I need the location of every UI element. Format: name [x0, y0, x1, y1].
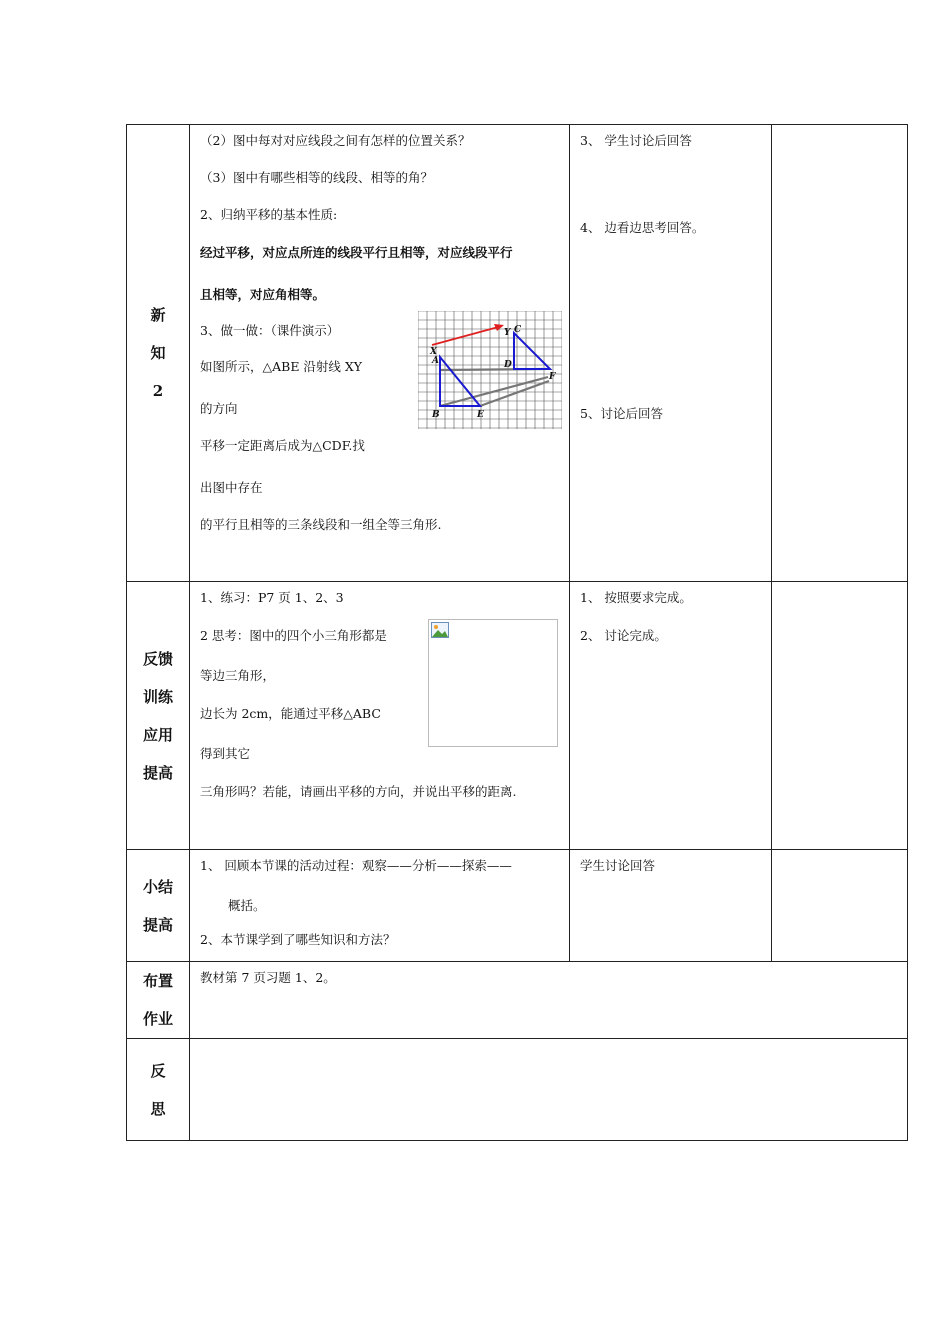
content-cell-new-knowledge — [190, 125, 570, 582]
row-label-summary — [127, 850, 190, 962]
student-activity: 1、 按照要求完成。 — [580, 590, 692, 605]
property-text-2: 且相等，对应角相等。 — [200, 287, 326, 302]
content-cell-reflection — [190, 1039, 908, 1141]
activity-text-1: 如图所示，△ABE 沿射线 XY — [200, 359, 363, 374]
point-label-a: A — [432, 356, 439, 366]
point-label-b: B — [432, 410, 440, 420]
property-heading: 2、归纳平移的基本性质: — [200, 207, 338, 222]
point-label-c: C — [514, 325, 522, 335]
row-feedback — [127, 582, 908, 850]
row-new-knowledge — [127, 125, 908, 582]
activity-text-5: 的平行且相等的三条线段和一组全等三角形. — [200, 517, 442, 532]
summary-text-2: 概括。 — [228, 898, 266, 913]
student-activity: 学生讨论回答 — [580, 858, 656, 873]
summary-text-3: 2、本节课学到了哪些知识和方法？ — [200, 932, 396, 947]
point-label-e: E — [477, 410, 484, 420]
exercise-text: 1、练习：P7 页 1、2、3 — [200, 590, 344, 605]
broken-image-icon — [431, 622, 449, 638]
notes-cell — [772, 125, 908, 582]
label-char: 新 — [150, 306, 166, 324]
point-label-x: X — [430, 347, 437, 357]
activity-text-2: 的方向 — [200, 401, 238, 416]
label-char: 反 — [150, 1061, 166, 1080]
label-char: 提高 — [142, 763, 173, 782]
think-text-2: 等边三角形， — [200, 668, 276, 683]
lesson-plan-table — [126, 124, 908, 1141]
homework-text: 教材第 7 页习题 1、2。 — [200, 970, 336, 985]
point-label-f: F — [549, 372, 556, 382]
translation-grid-figure — [418, 311, 562, 429]
point-label-d: D — [504, 360, 512, 370]
think-text-4: 得到其它 — [200, 746, 251, 761]
notes-cell — [772, 850, 908, 962]
row-label-homework — [127, 962, 190, 1039]
row-label-feedback — [127, 582, 190, 850]
student-activity: 2、 讨论完成。 — [580, 628, 667, 643]
label-char: 反馈 — [142, 649, 173, 668]
row-homework — [127, 962, 908, 1039]
label-char: 知 — [150, 344, 166, 362]
content-cell-summary — [190, 850, 570, 962]
question-3: （3）图中有哪些相等的线段、相等的角？ — [200, 170, 433, 185]
think-text-1: 2 思考：图中的四个小三角形都是 — [200, 628, 387, 643]
activity-text-4: 出图中存在 — [200, 480, 263, 495]
student-cell-feedback — [570, 582, 772, 850]
student-activity: 3、 学生讨论后回答 — [580, 133, 692, 148]
label-char: 作业 — [142, 1010, 173, 1028]
point-label-y: Y — [504, 328, 511, 338]
notes-cell — [772, 582, 908, 850]
label-char: 应用 — [142, 725, 173, 744]
triangle-cdf — [514, 333, 550, 369]
summary-text-1: 1、 回顾本节课的活动过程：观察——分析——探索—— — [200, 858, 512, 873]
label-char: 思 — [150, 1099, 166, 1118]
broken-image-placeholder — [428, 619, 558, 747]
row-label-new-knowledge — [127, 125, 190, 582]
student-activity: 5、讨论后回答 — [580, 406, 663, 421]
label-char: 小结 — [142, 877, 173, 896]
label-char: 布置 — [142, 972, 173, 990]
question-2: （2）图中每对对应线段之间有怎样的位置关系？ — [200, 133, 471, 148]
property-text-1: 经过平移，对应点所连的线段平行且相等，对应线段平行 — [200, 245, 513, 260]
think-text-3: 边长为 2cm，能通过平移△ABC — [200, 706, 381, 721]
content-cell-homework — [190, 962, 908, 1039]
row-reflection — [127, 1039, 908, 1141]
student-cell-summary — [570, 850, 772, 962]
triangle-abe — [440, 357, 480, 406]
activity-text-3: 平移一定距离后成为△CDF.找 — [200, 438, 365, 453]
label-char: 提高 — [142, 915, 173, 934]
student-activity: 4、 边看边思考回答。 — [580, 220, 705, 235]
activity-heading: 3、做一做：（课件演示） — [200, 323, 340, 338]
student-cell-new-knowledge — [570, 125, 772, 582]
label-char: 训练 — [142, 687, 173, 706]
think-text-5: 三角形吗？若能，请画出平移的方向，并说出平移的距离. — [200, 784, 517, 799]
label-char: 2 — [152, 382, 164, 400]
row-summary — [127, 850, 908, 962]
row-label-reflection — [127, 1039, 190, 1141]
content-cell-feedback — [190, 582, 570, 850]
